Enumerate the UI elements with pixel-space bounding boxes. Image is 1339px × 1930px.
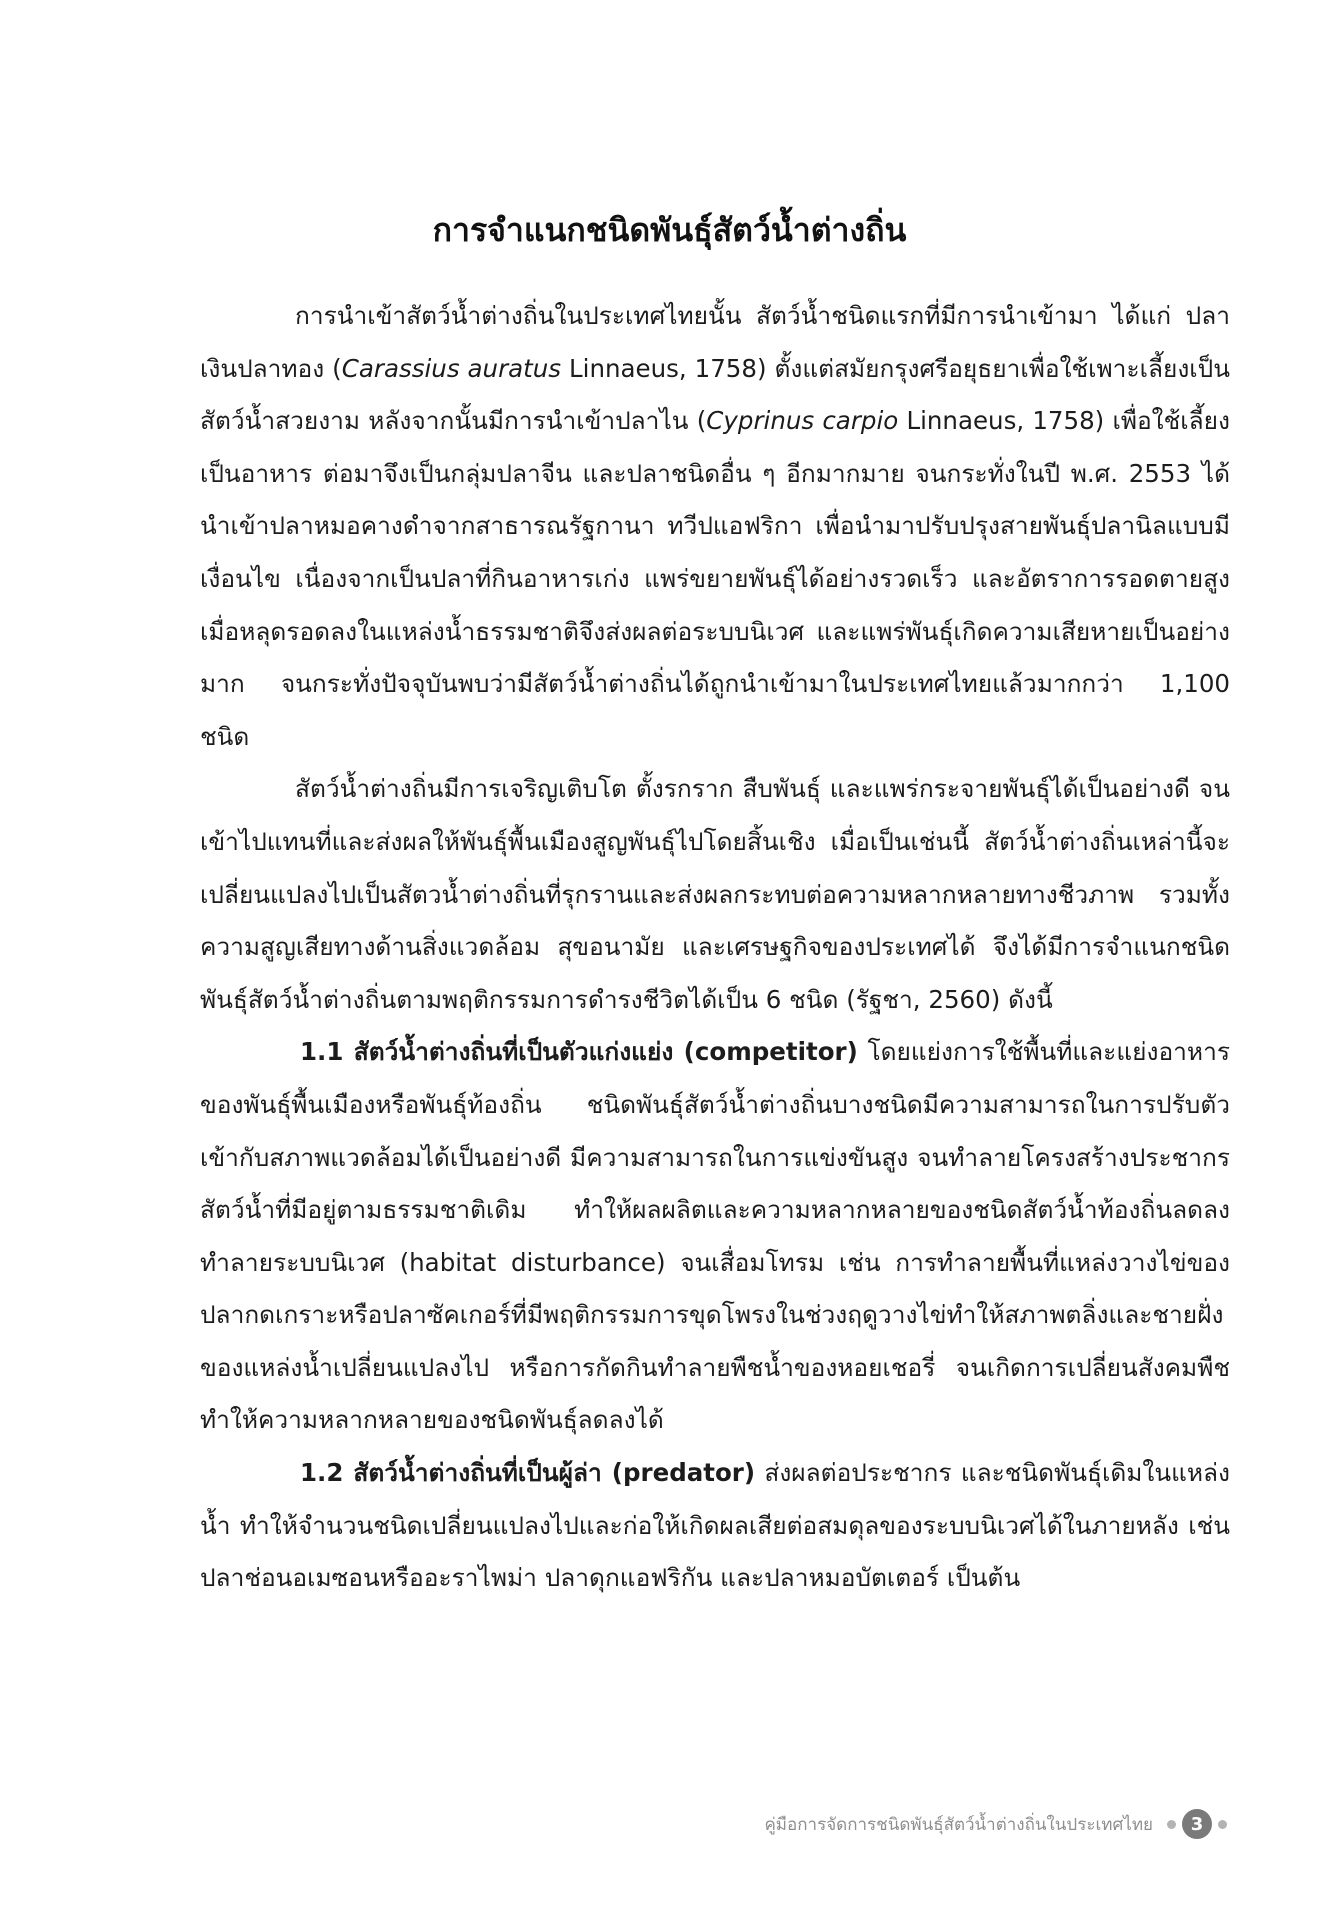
footer-book-title: คู่มือการจัดการชนิดพันธุ์สัตว์น้ำต่างถิ่นในประเทศไทย [764,1814,1153,1835]
paragraph-intro [200,290,1230,763]
page-footer [764,1806,1227,1842]
section-predator [200,1447,1230,1605]
page-title: การจำแนกชนิดพันธุ์สัตว์น้ำต่างถิ่น [432,211,907,249]
section-predator-text: ส่งผลต่อประชากร และชนิดพันธุ์เดิมในแหล่งน้ำ ทำให้จำนวนชนิดเปลี่ยนแปลงไปและก่อให้เกิดผลเสียต่อสมดุลของระบบนิเวศได้ในภายหลัง เช่น ปลาช่อนอเมซอนหรืออะราไพม่า ปลาดุกแอฟริกัน และปลาหมอบัตเตอร์ เป็นต้น [200,1458,1231,1593]
footer-dot-right [1218,1820,1227,1829]
paragraph-intro-part2: Linnaeus, 1758) ตั้งแต่สมัยกรุงศรีอยุธยาเพื่อใช้เพาะเลี้ยงเป็นสัตว์น้ำสวยงาม หลังจากนั้นมีการนำเข้าปลาไน ( [200,353,1230,436]
paragraph-intro-part1: การนำเข้าสัตว์น้ำต่างถิ่นในประเทศไทยนั้น สัตว์น้ำชนิดแรกที่มีการนำเข้ามา ได้แก่ ปลาเงินปลาทอง ( [200,301,1230,383]
body-text [200,290,1230,1605]
scientific-name-carp: Cyprinus carpio [706,406,899,436]
page-number-badge: 3 [1182,1809,1212,1839]
scientific-name-goldfish: Carassius auratus [341,353,562,383]
section-competitor [200,1026,1230,1447]
section-competitor-text: โดยแย่งการใช้พื้นที่และแย่งอาหารของพันธุ์พื้นเมืองหรือพันธุ์ท้องถิ่น ชนิดพันธุ์สัตว์น้ำต่างถิ่นบางชนิดมีความสามารถในการปรับตัวเข้ากับสภาพแวดล้อมได้เป็นอย่างดี มีความสามารถในการแข่งขันสูง จนทำลายโครงสร้างประชากรสัตว์น้ำที่มีอยู่ตามธรรมชาติเดิม ทำให้ผลผลิตและความหลากหลายของชนิดสัตว์น้ำท้องถิ่นลดลง ทำลายระบบนิเวศ (habitat disturbance) จนเสื่อมโทรม เช่น การทำลายพื้นที่แหล่งวางไข่ของปลากดเกราะหรือปลาซัคเกอร์ที่มีพฤติกรรมการขุดโพรงในช่วงฤดูวางไข่ทำให้สภาพตลิ่งและชายฝั่งของแหล่งน้ำเปลี่ยนแปลงไป หรือการกัดกินทำลายพืชน้ำของหอยเชอรี่ จนเกิดการเปลี่ยนสังคมพืช ทำให้ความหลากหลายของชนิดพันธุ์ลดลงได้ [200,1037,1230,1435]
section-predator-heading: 1.2 สัตว์น้ำต่างถิ่นที่เป็นผู้ล่า (predator) [300,1458,756,1488]
section-competitor-heading: 1.1 สัตว์น้ำต่างถิ่นที่เป็นตัวแก่งแย่ง (competitor) [300,1037,858,1067]
footer-dot-left [1167,1820,1176,1829]
paragraph-classification: สัตว์น้ำต่างถิ่นมีการเจริญเติบโต ตั้งรกราก สืบพันธุ์ และแพร่กระจายพันธุ์ได้เป็นอย่างดี จนเข้าไปแทนที่และส่งผลให้พันธุ์พื้นเมืองสูญพันธุ์ไปโดยสิ้นเชิง เมื่อเป็นเช่นนี้ สัตว์น้ำต่างถิ่นเหล่านี้จะเปลี่ยนแปลงไปเป็นสัตวน้ำต่างถิ่นที่รุกรานและส่งผลกระทบต่อความหลากหลายทางชีวภาพ รวมทั้งความสูญเสียทางด้านสิ่งแวดล้อม สุขอนามัย และเศรษฐกิจของประเทศได้ จึงได้มีการจำแนกชนิดพันธุ์สัตว์น้ำต่างถิ่นตามพฤติกรรมการดำรงชีวิตได้เป็น 6 ชนิด (รัฐชา, 2560) ดังนี้ [200,774,1230,1014]
paragraph-intro-part3: Linnaeus, 1758) เพื่อใช้เลี้ยงเป็นอาหาร ต่อมาจึงเป็นกลุ่มปลาจีน และปลาชนิดอื่น ๆ อีกมากมาย จนกระทั่งในปี พ.ศ. 2553 ได้นำเข้าปลาหมอคางดำจากสาธารณรัฐกานา ทวีปแอฟริกา เพื่อนำมาปรับปรุงสายพันธุ์ปลานิลแบบมีเงื่อนไข เนื่องจากเป็นปลาที่กินอาหารเก่ง แพร่ขยายพันธุ์ได้อย่างรวดเร็ว และอัตราการรอดตายสูง เมื่อหลุดรอดลงในแหล่งน้ำธรรมชาติจึงส่งผลต่อระบบนิเวศ และแพร่พันธุ์เกิดความเสียหายเป็นอย่างมาก จนกระทั่งปัจจุบันพบว่ามีสัตว์น้ำต่างถิ่นได้ถูกนำเข้ามาในประเทศไทยแล้วมากกว่า 1,100 ชนิด [200,406,1230,751]
